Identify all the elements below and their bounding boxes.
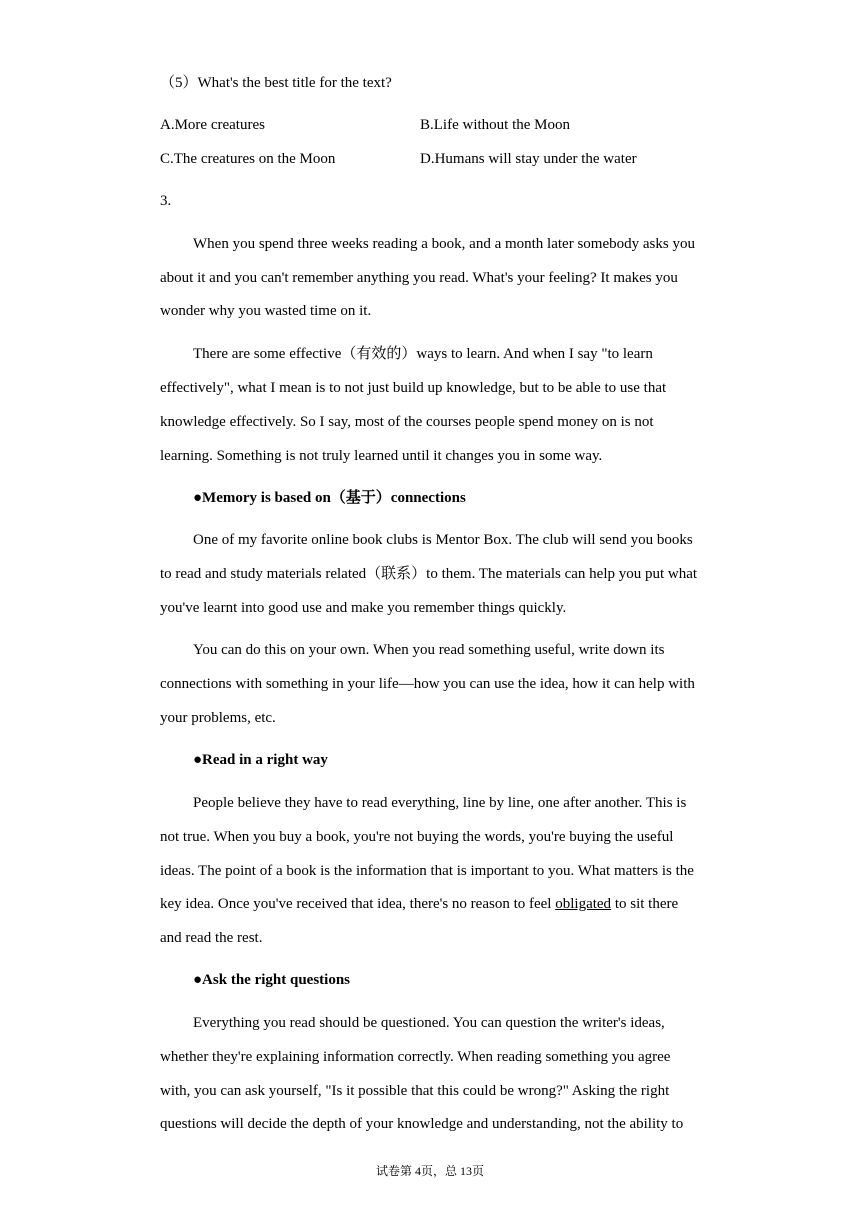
section-heading-questions: ●Ask the right questions bbox=[193, 972, 351, 988]
paragraph-1-line: When you spend three weeks reading a book, and a month later somebody asks you bbox=[193, 236, 695, 252]
paragraph-4-line: your problems, etc. bbox=[160, 710, 276, 726]
paragraph-3-line: to read and study materials related（联系）to them. The materials can help you put what bbox=[160, 566, 698, 582]
option-a: A.More creatures bbox=[160, 117, 265, 133]
underlined-word-obligated: obligated bbox=[555, 896, 612, 912]
paragraph-2-line: effectively", what I mean is to not just build up knowledge, but to be able to use that bbox=[160, 380, 667, 396]
section-heading-memory: ●Memory is based on（基于）connections bbox=[193, 490, 466, 506]
option-c: C.The creatures on the Moon bbox=[160, 151, 336, 167]
paragraph-4-line: You can do this on your own. When you read something useful, write down its bbox=[193, 642, 665, 658]
page-footer: 试卷第 4页，总 13页 bbox=[375, 1164, 484, 1178]
paragraph-2-line: There are some effective（有效的）ways to learn. And when I say "to learn bbox=[193, 346, 653, 362]
paragraph-5-line: ideas. The point of a book is the information that is important to you. What matters is the bbox=[160, 863, 694, 879]
paragraph-5-line bbox=[160, 894, 678, 914]
text-before-underline: key idea. Once you've received that idea, there's no reason to feel bbox=[160, 896, 556, 912]
paragraph-4-line: connections with something in your life—how you can use the idea, how it can help with bbox=[160, 676, 695, 692]
paragraph-5-line: and read the rest. bbox=[160, 930, 263, 946]
paragraph-1-line: about it and you can't remember anything you read. What's your feeling? It makes you bbox=[160, 270, 678, 286]
question-5-stem: （5）What's the best title for the text? bbox=[160, 75, 392, 91]
option-d: D.Humans will stay under the water bbox=[420, 151, 637, 167]
paragraph-2-line: learning. Something is not truly learned until it changes you in some way. bbox=[160, 448, 603, 464]
paragraph-2-line: knowledge effectively. So I say, most of the courses people spend money on is not bbox=[160, 414, 654, 430]
paragraph-1-line: wonder why you wasted time on it. bbox=[160, 303, 372, 319]
section-number: 3. bbox=[160, 193, 172, 209]
paragraph-5-line: People believe they have to read everything, line by line, one after another. This is bbox=[193, 795, 687, 811]
paragraph-5-line: not true. When you buy a book, you're not buying the words, you're buying the useful bbox=[160, 829, 674, 845]
text-after-underline: to sit there bbox=[611, 896, 679, 912]
paragraph-6-line: Everything you read should be questioned. You can question the writer's ideas, bbox=[193, 1015, 665, 1031]
paragraph-6-line: whether they're explaining information correctly. When reading something you agree bbox=[160, 1049, 671, 1065]
paragraph-3-line: you've learnt into good use and make you remember things quickly. bbox=[160, 600, 567, 616]
paragraph-6-line: questions will decide the depth of your knowledge and understanding, not the ability to bbox=[160, 1116, 684, 1132]
option-b: B.Life without the Moon bbox=[420, 117, 570, 133]
paragraph-6-line: with, you can ask yourself, "Is it possible that this could be wrong?" Asking the right bbox=[160, 1083, 670, 1099]
section-heading-read: ●Read in a right way bbox=[193, 752, 328, 768]
paragraph-3-line: One of my favorite online book clubs is Mentor Box. The club will send you books bbox=[193, 532, 693, 548]
